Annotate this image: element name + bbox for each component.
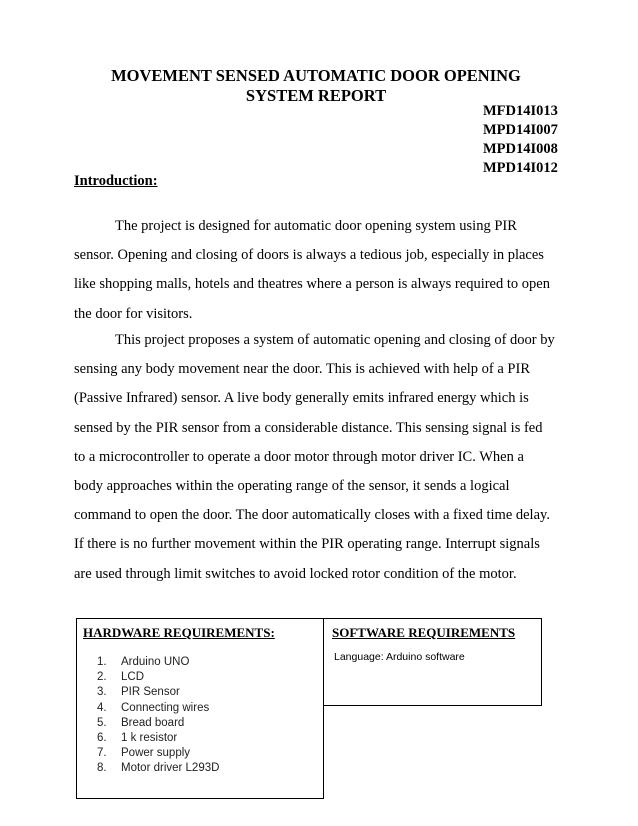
title-line-2: SYSTEM REPORT — [245, 86, 387, 105]
hardware-requirements-title: HARDWARE REQUIREMENTS: — [83, 625, 275, 640]
introduction-heading: Introduction: — [74, 173, 158, 189]
student-id: MPD14I007 — [483, 122, 558, 138]
student-ids — [483, 102, 558, 178]
introduction-paragraph-2: This project proposes a system of automatic opening and closing of door by sensing any body movement near the door. This is achieved with help of a PIR (Passive Infrared) sensor. A live body generally emits infrared energy which is sensed by the PIR sensor from a considerable distance. This sensing signal is fed to a microcontroller to operate a door motor through motor driver IC. When a body approaches within the operating range of the sensor, it sends a logical command to open the door. The door automatically closes with a fixed time delay. If there is no further movement within the PIR operating range. Interrupt signals are used through limit switches to avoid locked rotor condition of the motor. — [74, 332, 555, 582]
software-requirements-box — [324, 618, 542, 706]
document-title — [80, 66, 552, 106]
list-item: 1. Arduino UNO — [97, 656, 190, 668]
software-requirements-title: SOFTWARE REQUIREMENTS — [332, 625, 516, 640]
list-item-label: Connecting wires — [121, 701, 210, 714]
introduction-paragraph-1: The project is designed for automatic door opening system using PIR sensor. Opening and closing of doors is always a tedious job, especially in places like shopping malls, hotels and theatres where a person is always required to open the door for visitors. — [74, 218, 550, 322]
student-id: MPD14I008 — [483, 141, 558, 157]
list-item-label: Motor driver L293D — [121, 762, 220, 775]
list-item-label: Bread board — [121, 716, 185, 729]
software-language: Language: Arduino software — [334, 651, 465, 663]
list-item-label: PIR Sensor — [121, 686, 180, 699]
list-item-label: Power supply — [121, 747, 191, 760]
student-id: MPD14I012 — [483, 160, 558, 176]
list-item: 3. PIR Sensor — [97, 686, 180, 699]
hardware-requirements-box — [76, 618, 324, 799]
list-item: 2. LCD — [97, 671, 145, 684]
list-item-label: 1 k resistor — [121, 732, 178, 745]
list-item: 7. Power supply — [97, 747, 191, 760]
list-item-label: Arduino UNO — [121, 656, 190, 668]
hardware-list — [97, 655, 219, 777]
list-item: 4. Connecting wires — [97, 701, 210, 714]
list-item: 5. Bread board — [97, 716, 185, 729]
list-item: 8. Motor driver L293D — [97, 762, 220, 775]
student-id: MFD14I013 — [483, 103, 558, 119]
list-item: 6. 1 k resistor — [97, 732, 178, 745]
list-item-label: LCD — [121, 671, 145, 684]
title-line-1: MOVEMENT SENSED AUTOMATIC DOOR OPENING — [111, 66, 521, 85]
